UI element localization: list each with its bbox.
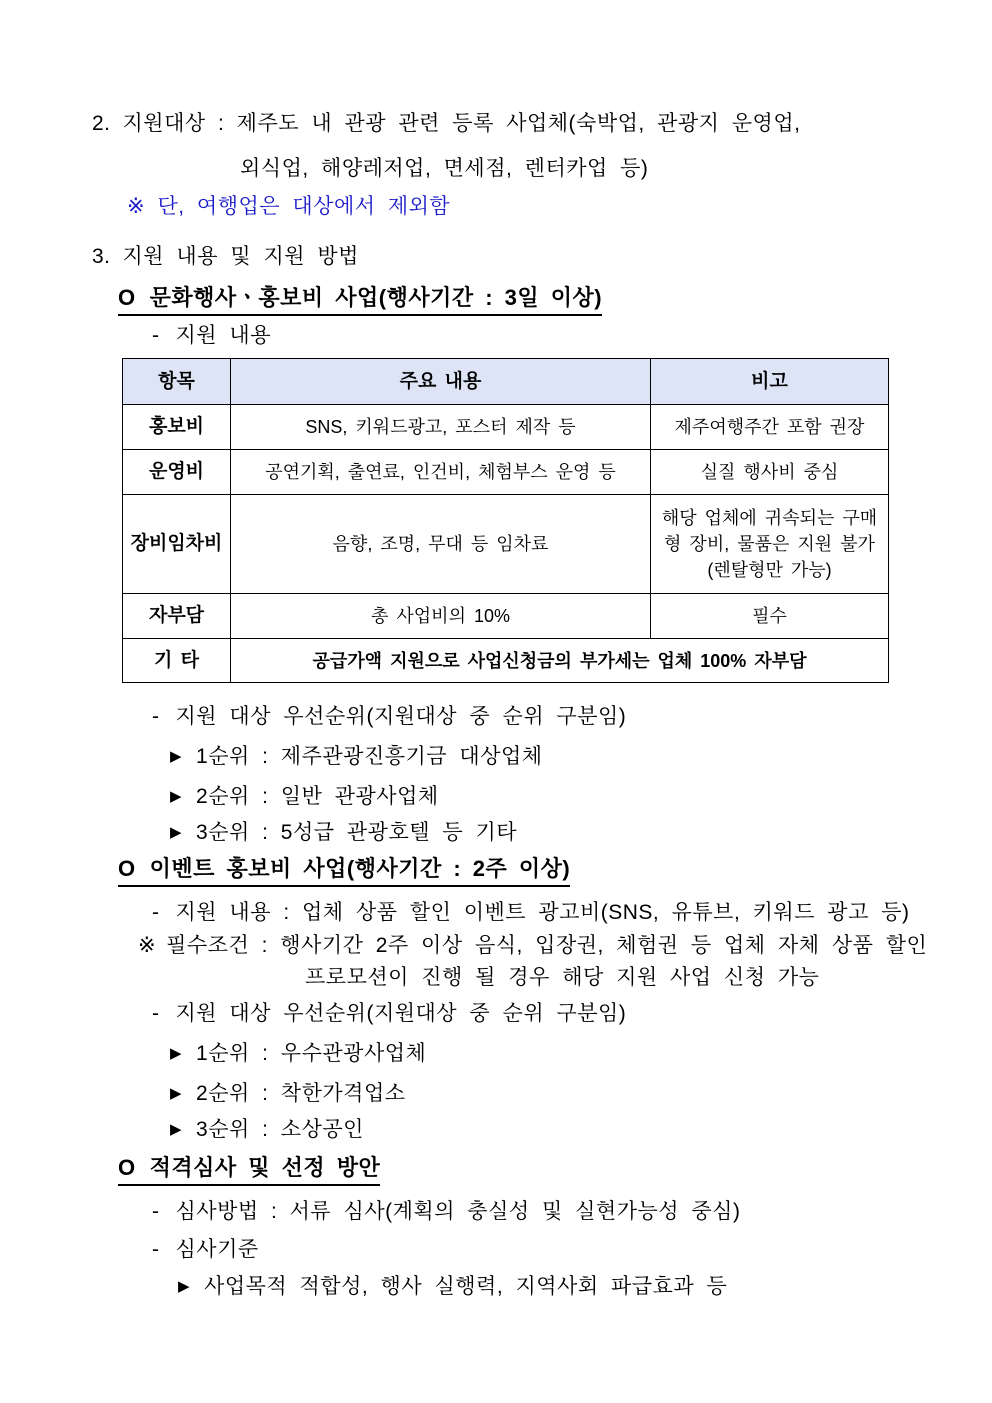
row-note-cell: 필수 [651,594,889,639]
culture-event-heading [118,283,904,316]
row-item-cell: 홍보비 [123,405,231,450]
circle-marker: O [118,856,136,881]
requirement-line1-text: 필수조건 : 행사기간 2주 이상 음식, 입장권, 체험권 등 업체 자체 상품 할인 [166,934,928,957]
triangle-bullet-icon: ▶ [170,748,183,765]
event-promo-heading-text: 이벤트 홍보비 사업(행사기간 : 2주 이상) [149,856,571,881]
dash-marker: - [152,1002,160,1025]
event-promo-requirement-line1 [138,932,928,960]
priority-item-text: 2순위 : 착한가격업소 [196,1082,406,1105]
screening-criteria-item [178,1273,904,1301]
event-promo-requirement-line2: 프로모션이 진행 될 경우 해당 지원 사업 신청 가능 [305,966,820,989]
dash-marker: - [152,705,160,728]
row-note-cell: 해당 업체에 귀속되는 구매형 장비, 물품은 지원 불가(렌탈형만 가능) [651,495,889,594]
dash-marker: - [152,1200,160,1223]
table-header-note: 비고 [651,359,889,405]
section3-title-text: 지원 내용 및 지원 방법 [122,245,359,268]
table-row [123,495,889,594]
event-promo-content [152,899,910,927]
table-header-row [123,359,889,405]
table-row [123,594,889,639]
support-content-table [122,358,889,683]
table-header-item: 항목 [123,359,231,405]
table-row [123,450,889,495]
circle-marker: O [118,1155,136,1180]
dash-marker: - [152,324,160,347]
row-content-cell: 총 사업비의 10% [231,594,651,639]
support-content-label-text: 지원 내용 [175,324,271,347]
priority-item [170,819,904,847]
row-item-cell: 운영비 [123,450,231,495]
support-content-label [152,322,904,350]
asterisk-marker: ※ [138,934,157,957]
table-row [123,405,889,450]
section2-exclusion-note [127,193,904,221]
priority-item-text: 3순위 : 소상공인 [196,1118,364,1141]
screening-method-text: 심사방법 : 서류 심사(계획의 충실성 및 실현가능성 중심) [175,1200,741,1223]
section2-title-line1 [92,110,904,138]
priority-item-text: 3순위 : 5성급 관광호텔 등 기타 [196,821,518,844]
table-header-content: 주요 내용 [231,359,651,405]
priority-item [170,1080,904,1108]
priority-label-text: 지원 대상 우선순위(지원대상 중 순위 구분임) [175,1002,627,1025]
circle-marker: O [118,285,136,310]
screening-criteria-label [152,1236,904,1264]
screening-heading [118,1153,904,1186]
culture-event-heading-text: 문화행사ㆍ홍보비 사업(행사기간 : 3일 이상) [149,285,603,310]
asterisk-marker: ※ [127,195,146,218]
row-item-cell: 장비임차비 [123,495,231,594]
dash-marker: - [152,1238,160,1261]
triangle-bullet-icon: ▶ [170,1045,183,1062]
priority-label [152,703,904,731]
row-item-cell: 자부담 [123,594,231,639]
section3-title-line [92,243,904,271]
section2-number: 2. [92,112,111,135]
priority-label [152,1000,904,1028]
priority-item-text: 1순위 : 우수관광사업체 [196,1042,427,1065]
priority-label-text: 지원 대상 우선순위(지원대상 중 순위 구분임) [175,705,627,728]
event-promo-heading [118,854,904,887]
triangle-bullet-icon: ▶ [170,788,183,805]
priority-item-text: 2순위 : 일반 관광사업체 [196,785,439,808]
screening-criteria-item-text: 사업목적 적합성, 행사 실행력, 지역사회 파급효과 등 [204,1275,728,1298]
dash-marker: - [152,901,160,924]
row-note-cell: 실질 행사비 중심 [651,450,889,495]
triangle-bullet-icon: ▶ [170,1121,183,1138]
exclusion-note-text: 단, 여행업은 대상에서 제외함 [157,195,451,218]
section2-title-line2: 외식업, 해양레저업, 면세점, 렌터카업 등) [240,157,649,180]
row-note-cell: 제주여행주간 포함 권장 [651,405,889,450]
triangle-bullet-icon: ▶ [178,1278,191,1295]
priority-item [170,743,904,771]
table-row-other [123,639,889,683]
row-content-cell: 공연기획, 출연료, 인건비, 체험부스 운영 등 [231,450,651,495]
screening-criteria-label-text: 심사기준 [175,1238,259,1261]
priority-item [170,783,904,811]
screening-heading-text: 적격심사 및 선정 방안 [149,1155,381,1180]
triangle-bullet-icon: ▶ [170,1085,183,1102]
section2-title-text: 지원대상 : 제주도 내 관광 관련 등록 사업체(숙박업, 관광지 운영업, [122,112,801,135]
screening-method [152,1198,904,1226]
event-promo-content-text: 지원 내용 : 업체 상품 할인 이벤트 광고비(SNS, 유튜브, 키워드 광고 등) [175,901,910,924]
row-content-cell: 음향, 조명, 무대 등 임차료 [231,495,651,594]
section3-number: 3. [92,245,111,268]
priority-item [170,1040,904,1068]
row-merged-content-cell: 공급가액 지원으로 사업신청금의 부가세는 업체 100% 자부담 [231,639,889,683]
row-content-cell: SNS, 키워드광고, 포스터 제작 등 [231,405,651,450]
triangle-bullet-icon: ▶ [170,824,183,841]
row-item-cell: 기 타 [123,639,231,683]
priority-item-text: 1순위 : 제주관광진흥기금 대상업체 [196,745,543,768]
priority-item [170,1116,904,1144]
